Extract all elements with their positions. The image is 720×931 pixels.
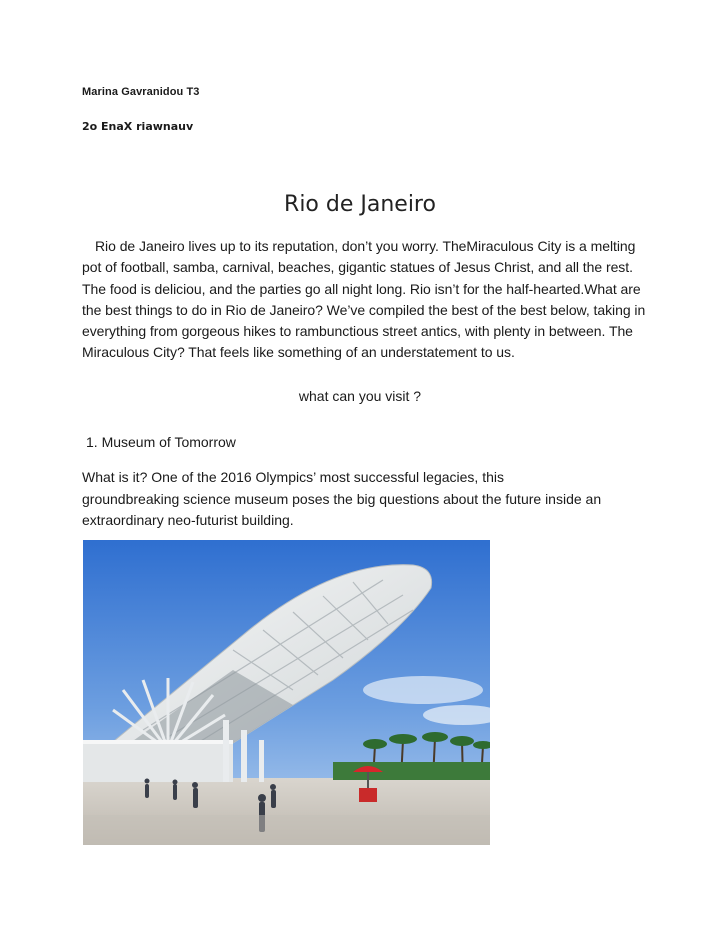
- visit-question: what can you visit ?: [298, 388, 422, 404]
- intro-paragraph: Rio de Janeiro lives up to its reputation, don’t you worry. TheMiraculous City is a melting pot of football, samba, carnival, beaches, gigantic statues of Jesus Christ, and all the rest. The food is deliciou, and the parties go all night long. Rio isn’t for the half-hearted.What are the best things to do in Rio de Janeiro? We’ve compiled the best of the best below, taking in everything from gorgeous hikes to rambunctious street antics, with plenty in between. The Miraculous City? That feels like something of an understatement to us.: [82, 238, 646, 361]
- museum-of-tomorrow-photo: [83, 540, 490, 845]
- school-label: 2o EnaX riawnauv: [82, 120, 194, 133]
- museum-photo-illustration: [83, 540, 490, 845]
- section-heading-museum: 1. Museum of Tomorrow: [86, 434, 236, 450]
- page-title: Rio de Janeiro: [284, 192, 436, 217]
- author-name: Marina Gavranidou T3: [82, 86, 200, 98]
- section-description-museum: What is it? One of the 2016 Olympics’ most successful legacies, this groundbreaking science museum poses the big questions about the future inside an extraordinary neo-futurist building.: [82, 469, 602, 528]
